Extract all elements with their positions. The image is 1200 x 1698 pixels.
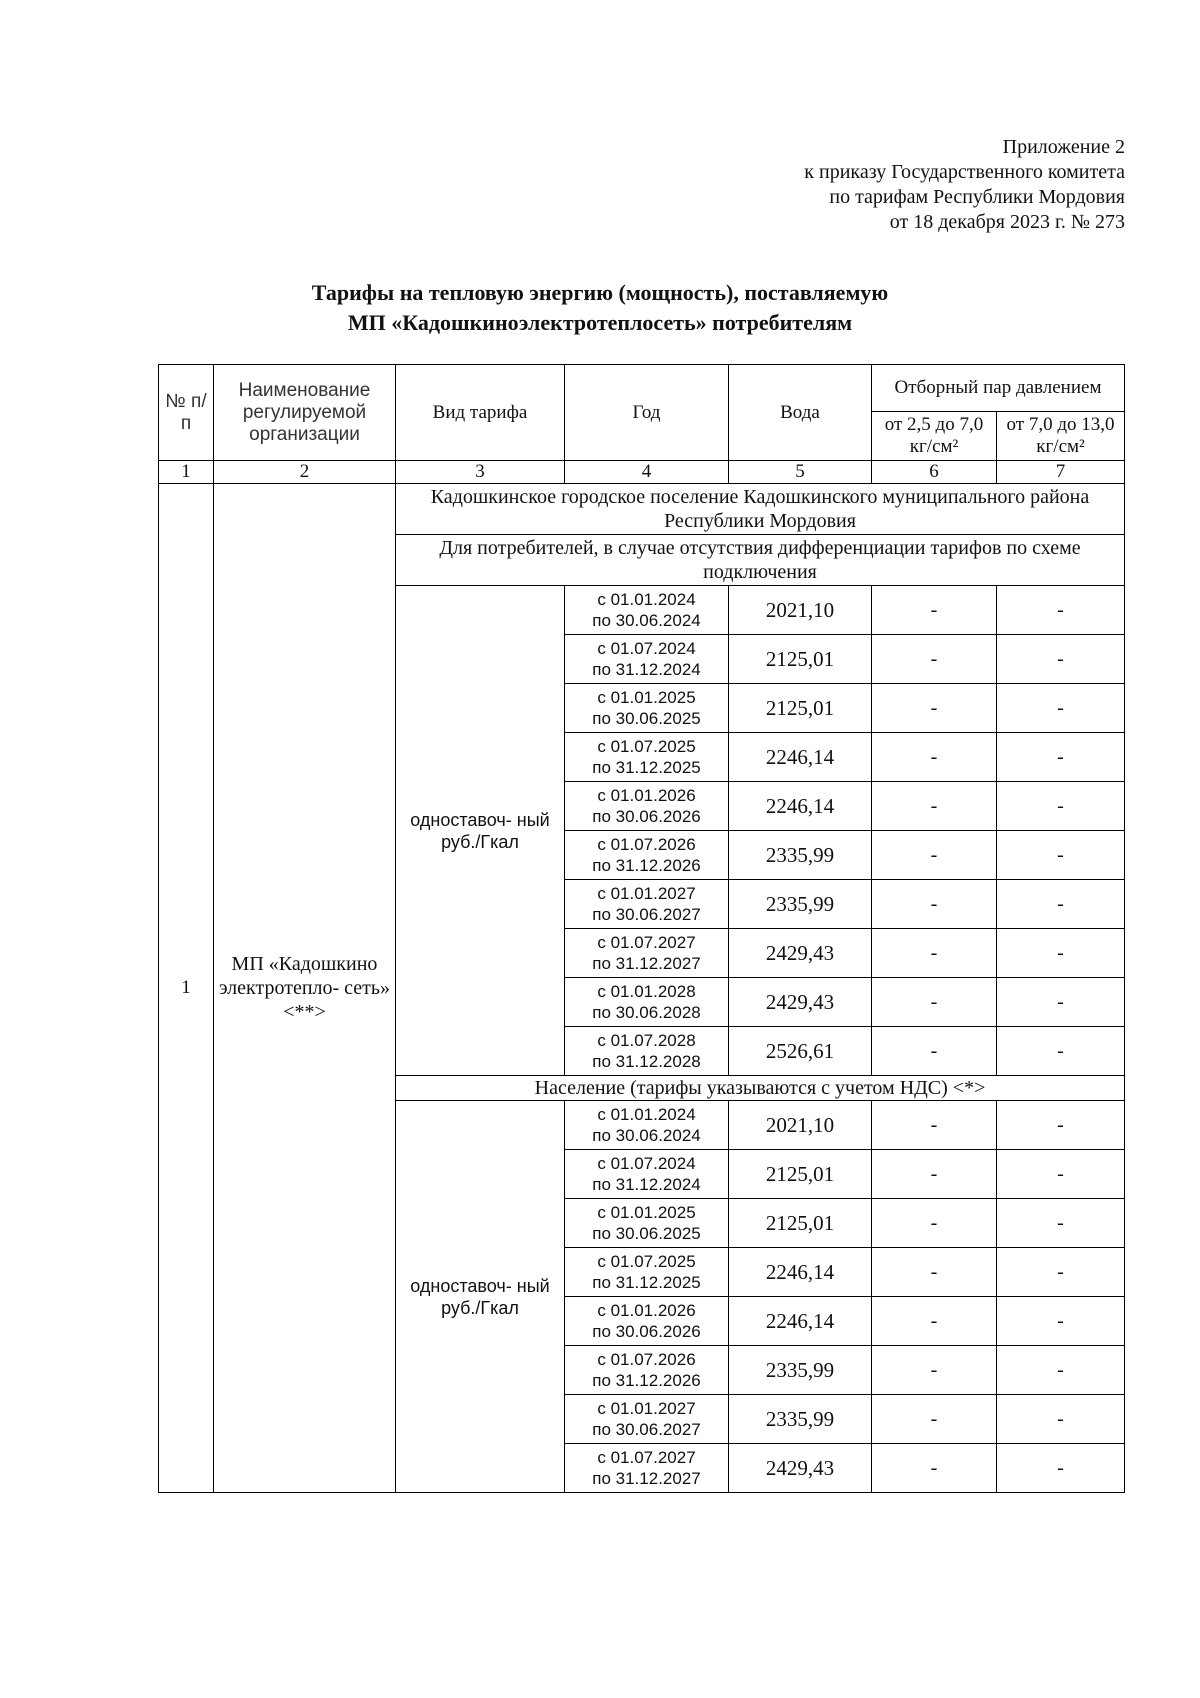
- steam-low-tariff: -: [872, 831, 997, 880]
- header-num: № п/п: [159, 365, 214, 461]
- steam-high-tariff: -: [997, 684, 1125, 733]
- period-from: с 01.01.2025: [597, 688, 696, 707]
- period-to: по 30.06.2027: [592, 1420, 701, 1439]
- period-to: по 31.12.2025: [592, 1273, 701, 1292]
- header-water: Вода: [729, 365, 872, 461]
- period-to: по 31.12.2024: [592, 1175, 701, 1194]
- water-tariff: 2125,01: [729, 684, 872, 733]
- period-cell: [565, 929, 729, 978]
- period-cell: [565, 1297, 729, 1346]
- period-from: с 01.07.2024: [597, 1154, 696, 1173]
- steam-high-tariff: -: [997, 733, 1125, 782]
- water-tariff: 2335,99: [729, 831, 872, 880]
- period-from: с 01.07.2025: [597, 737, 696, 756]
- water-tariff: 2429,43: [729, 978, 872, 1027]
- water-tariff: 2246,14: [729, 1248, 872, 1297]
- appendix-line-2: к приказу Государственного комитета: [804, 161, 1125, 183]
- header-year: Год: [565, 365, 729, 461]
- period-cell: [565, 1027, 729, 1076]
- header-steam-high: от 7,0 до 13,0 кг/см²: [997, 412, 1125, 461]
- period-to: по 31.12.2024: [592, 660, 701, 679]
- row-number: 1: [159, 484, 214, 1493]
- tariff-type: одноставоч- ный руб./Гкал: [396, 1101, 565, 1493]
- steam-high-tariff: -: [997, 782, 1125, 831]
- period-from: с 01.01.2028: [597, 982, 696, 1001]
- period-cell: [565, 1248, 729, 1297]
- steam-low-tariff: -: [872, 684, 997, 733]
- appendix-line-1: Приложение 2: [1002, 136, 1125, 158]
- tariff-table: [158, 364, 1125, 1493]
- steam-low-tariff: -: [872, 1027, 997, 1076]
- appendix-line-3: по тарифам Республики Мордовия: [829, 186, 1125, 208]
- period-to: по 30.06.2027: [592, 905, 701, 924]
- steam-low-tariff: -: [872, 733, 997, 782]
- period-to: по 30.06.2025: [592, 709, 701, 728]
- title-line-1: Тарифы на тепловую энергию (мощность), поставляемую: [311, 280, 889, 305]
- water-tariff: 2246,14: [729, 782, 872, 831]
- column-numbers-row: [159, 461, 1125, 484]
- period-to: по 31.12.2026: [592, 1371, 701, 1390]
- water-tariff: 2246,14: [729, 1297, 872, 1346]
- water-tariff: 2335,99: [729, 1395, 872, 1444]
- period-to: по 30.06.2026: [592, 1322, 701, 1341]
- settlement-label: Кадошкинское городское поселение Кадошкинского муниципального района Республики Мордовия: [396, 484, 1125, 535]
- steam-high-tariff: -: [997, 880, 1125, 929]
- water-tariff: 2429,43: [729, 1444, 872, 1493]
- steam-high-tariff: -: [997, 1444, 1125, 1493]
- header-steam: Отборный пар давлением: [872, 365, 1125, 412]
- period-to: по 30.06.2024: [592, 611, 701, 630]
- water-tariff: 2526,61: [729, 1027, 872, 1076]
- period-from: с 01.07.2028: [597, 1031, 696, 1050]
- steam-high-tariff: -: [997, 1150, 1125, 1199]
- period-to: по 31.12.2028: [592, 1052, 701, 1071]
- steam-low-tariff: -: [872, 1444, 997, 1493]
- period-from: с 01.07.2026: [597, 1350, 696, 1369]
- column-number: 5: [729, 461, 872, 484]
- steam-high-tariff: -: [997, 1101, 1125, 1150]
- period-from: с 01.01.2025: [597, 1203, 696, 1222]
- document-title: [0, 278, 1200, 338]
- organization-name: МП «Кадошкино электротепло- сеть» <**>: [214, 484, 396, 1493]
- steam-high-tariff: -: [997, 929, 1125, 978]
- steam-low-tariff: -: [872, 929, 997, 978]
- steam-high-tariff: -: [997, 1248, 1125, 1297]
- period-cell: [565, 1395, 729, 1444]
- steam-high-tariff: -: [997, 1199, 1125, 1248]
- steam-low-tariff: -: [872, 1395, 997, 1444]
- period-to: по 30.06.2024: [592, 1126, 701, 1145]
- steam-high-tariff: -: [997, 635, 1125, 684]
- settlement-row: [159, 484, 1125, 535]
- period-to: по 31.12.2027: [592, 1469, 701, 1488]
- steam-low-tariff: -: [872, 1248, 997, 1297]
- steam-low-tariff: -: [872, 1297, 997, 1346]
- steam-high-tariff: -: [997, 831, 1125, 880]
- column-number: 7: [997, 461, 1125, 484]
- period-cell: [565, 1199, 729, 1248]
- column-number: 4: [565, 461, 729, 484]
- period-to: по 31.12.2026: [592, 856, 701, 875]
- tariff-type: одноставоч- ный руб./Гкал: [396, 586, 565, 1076]
- water-tariff: 2021,10: [729, 586, 872, 635]
- steam-high-tariff: -: [997, 1395, 1125, 1444]
- steam-high-tariff: -: [997, 586, 1125, 635]
- column-number: 1: [159, 461, 214, 484]
- period-cell: [565, 1150, 729, 1199]
- column-number: 2: [214, 461, 396, 484]
- water-tariff: 2335,99: [729, 1346, 872, 1395]
- period-cell: [565, 1101, 729, 1150]
- header-org: Наименование регулируемой организации: [214, 365, 396, 461]
- steam-low-tariff: -: [872, 978, 997, 1027]
- water-tariff: 2246,14: [729, 733, 872, 782]
- period-cell: [565, 978, 729, 1027]
- period-cell: [565, 684, 729, 733]
- water-tariff: 2335,99: [729, 880, 872, 929]
- period-from: с 01.07.2024: [597, 639, 696, 658]
- period-from: с 01.07.2027: [597, 933, 696, 952]
- period-to: по 30.06.2025: [592, 1224, 701, 1243]
- steam-low-tariff: -: [872, 635, 997, 684]
- period-cell: [565, 880, 729, 929]
- steam-low-tariff: -: [872, 1346, 997, 1395]
- period-from: с 01.07.2027: [597, 1448, 696, 1467]
- header-steam-low: от 2,5 до 7,0 кг/см²: [872, 412, 997, 461]
- water-tariff: 2125,01: [729, 1150, 872, 1199]
- period-from: с 01.01.2026: [597, 786, 696, 805]
- water-tariff: 2125,01: [729, 635, 872, 684]
- period-from: с 01.01.2024: [597, 590, 696, 609]
- steam-high-tariff: -: [997, 1297, 1125, 1346]
- period-cell: [565, 635, 729, 684]
- column-number: 6: [872, 461, 997, 484]
- water-tariff: 2021,10: [729, 1101, 872, 1150]
- appendix-block: [804, 135, 1125, 235]
- steam-high-tariff: -: [997, 1346, 1125, 1395]
- steam-low-tariff: -: [872, 586, 997, 635]
- period-to: по 30.06.2026: [592, 807, 701, 826]
- period-from: с 01.01.2024: [597, 1105, 696, 1124]
- period-from: с 01.01.2026: [597, 1301, 696, 1320]
- steam-low-tariff: -: [872, 1199, 997, 1248]
- period-cell: [565, 1346, 729, 1395]
- water-tariff: 2429,43: [729, 929, 872, 978]
- period-from: с 01.01.2027: [597, 884, 696, 903]
- period-cell: [565, 1444, 729, 1493]
- period-from: с 01.07.2025: [597, 1252, 696, 1271]
- period-cell: [565, 733, 729, 782]
- header-row-1: [159, 365, 1125, 412]
- period-cell: [565, 782, 729, 831]
- steam-low-tariff: -: [872, 782, 997, 831]
- period-from: с 01.07.2026: [597, 835, 696, 854]
- header-tariff-type: Вид тарифа: [396, 365, 565, 461]
- period-cell: [565, 831, 729, 880]
- water-tariff: 2125,01: [729, 1199, 872, 1248]
- period-from: с 01.01.2027: [597, 1399, 696, 1418]
- steam-low-tariff: -: [872, 1101, 997, 1150]
- period-to: по 30.06.2028: [592, 1003, 701, 1022]
- steam-high-tariff: -: [997, 1027, 1125, 1076]
- appendix-line-4: от 18 декабря 2023 г. № 273: [889, 211, 1125, 233]
- steam-high-tariff: -: [997, 978, 1125, 1027]
- period-to: по 31.12.2025: [592, 758, 701, 777]
- steam-low-tariff: -: [872, 1150, 997, 1199]
- steam-low-tariff: -: [872, 880, 997, 929]
- group1-label: Для потребителей, в случае отсутствия дифференциации тарифов по схеме подключения: [396, 535, 1125, 586]
- title-line-2: МП «Кадошкиноэлектротеплосеть» потребителям: [347, 310, 853, 335]
- period-cell: [565, 586, 729, 635]
- column-number: 3: [396, 461, 565, 484]
- group2-label: Население (тарифы указываются с учетом НДС) <*>: [396, 1076, 1125, 1101]
- period-to: по 31.12.2027: [592, 954, 701, 973]
